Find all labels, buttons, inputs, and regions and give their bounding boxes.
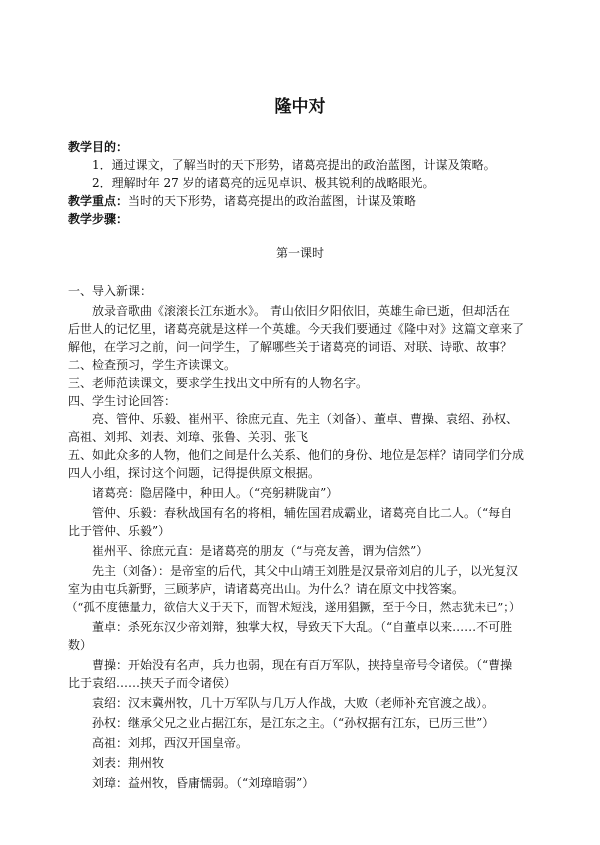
character-line: 管仲、乐毅：春秋战国有名的将相，辅佐国君成霸业，诸葛亮自比二人。（“每自 [92, 506, 513, 520]
character-line: 高祖：刘邦，西汉开国皇帝。 [92, 736, 249, 750]
section1-line: 后世人的记忆里，诸葛亮就是这样一个英雄。今天我们要通过《隆中对》这篇文章来了 [68, 322, 525, 336]
character-line: （“孤不度德量力，欲信大义于天下，而智术短浅，遂用猖獗，至于今日，然志犹未已”；） [66, 600, 521, 614]
section5-line: 四人小组，探讨这个问题，记得提供原文根据。 [68, 466, 321, 480]
section1-line: 解他，在学习之前，问一问学生，了解哪些关于诸葛亮的词语、对联、诗歌、故事？ [68, 340, 513, 354]
character-line: 比于管仲、乐毅”） [68, 524, 171, 538]
character-line: 室为由屯兵新野，三顾茅庐，请诸葛亮出山。为什么？请在原文中找答案。 [68, 582, 465, 596]
section5-line: 五、如此众多的人物，他们之间是什么关系、他们的身份、地位是怎样？请同学们分成 [68, 448, 525, 462]
key-points [68, 194, 416, 208]
section4-line: 高祖、刘邦、刘表、刘璋、张鲁、关羽、张飞 [68, 430, 309, 444]
character-line: 诸葛亮：隐居隆中，种田人。（“亮躬耕陇亩”） [92, 486, 339, 500]
character-line: 刘表：荆州牧 [92, 756, 165, 770]
section3-text: 三、老师范读课文，要求学生找出文中所有的人物名字。 [68, 376, 369, 390]
character-line: 先主（刘备）：是帝室的后代，其父中山靖王刘胜是汉景帝刘启的儿子，以光复汉 [92, 564, 519, 578]
goal-item-2: 2．理解时年 27 岁的诸葛亮的远见卓识、极其锐利的战略眼光。 [92, 176, 435, 190]
character-line: 刘璋：益州牧，昏庸懦弱。（“刘璋暗弱”） [92, 776, 315, 790]
section1-line: 放录音歌曲《滚滚长江东逝水》。 青山依旧夕阳依旧，英雄生命已逝，但却活在 [92, 304, 510, 318]
section2-text: 二、检查预习，学生齐读课文。 [68, 358, 237, 372]
goals-heading: 教学目的： [68, 140, 129, 154]
character-line: 崔州平、徐庶元直：是诸葛亮的朋友（“与亮友善，谓为信然”） [92, 544, 429, 558]
section4-heading: 四、学生讨论回答： [68, 394, 177, 408]
key-points-heading: 教学重点： [68, 194, 129, 208]
goal-item-1: 1．通过课文，了解当时的天下形势，诸葛亮提出的政治蓝图，计谋及策略。 [92, 158, 496, 172]
page-title: 隆中对 [274, 97, 326, 117]
steps-heading: 教学步骤： [68, 212, 129, 226]
character-line: 曹操：开始没有名声，兵力也弱，现在有百万军队，挟持皇帝号令诸侯。（“曹操 [92, 658, 513, 672]
character-line: 袁绍：汉末冀州牧，几十万军队与几万人作战，大败（老师补充官渡之战）。 [92, 696, 495, 710]
character-line: 比于袁绍……挟天子而令诸侯） [68, 676, 237, 690]
section1-heading: 一、导入新课： [68, 284, 153, 298]
section4-line: 亮、管仲、乐毅、崔州平、徐庶元直、先主（刘备）、董卓、曹操、袁绍、孙权、 [92, 412, 519, 426]
character-line: 孙权：继承父兄之业占据江东，是江东之主。（“孙权据有江东，已历三世”） [92, 716, 495, 730]
key-points-text: 当时的天下形势，诸葛亮提出的政治蓝图，计谋及策略 [128, 194, 417, 208]
lesson-label: 第一课时 [275, 246, 324, 260]
character-line: 董卓：杀死东汉少帝刘辩，独掌大权，导致天下大乱。（“自董卓以来……不可胜 [92, 620, 513, 634]
character-line: 数） [68, 638, 93, 652]
